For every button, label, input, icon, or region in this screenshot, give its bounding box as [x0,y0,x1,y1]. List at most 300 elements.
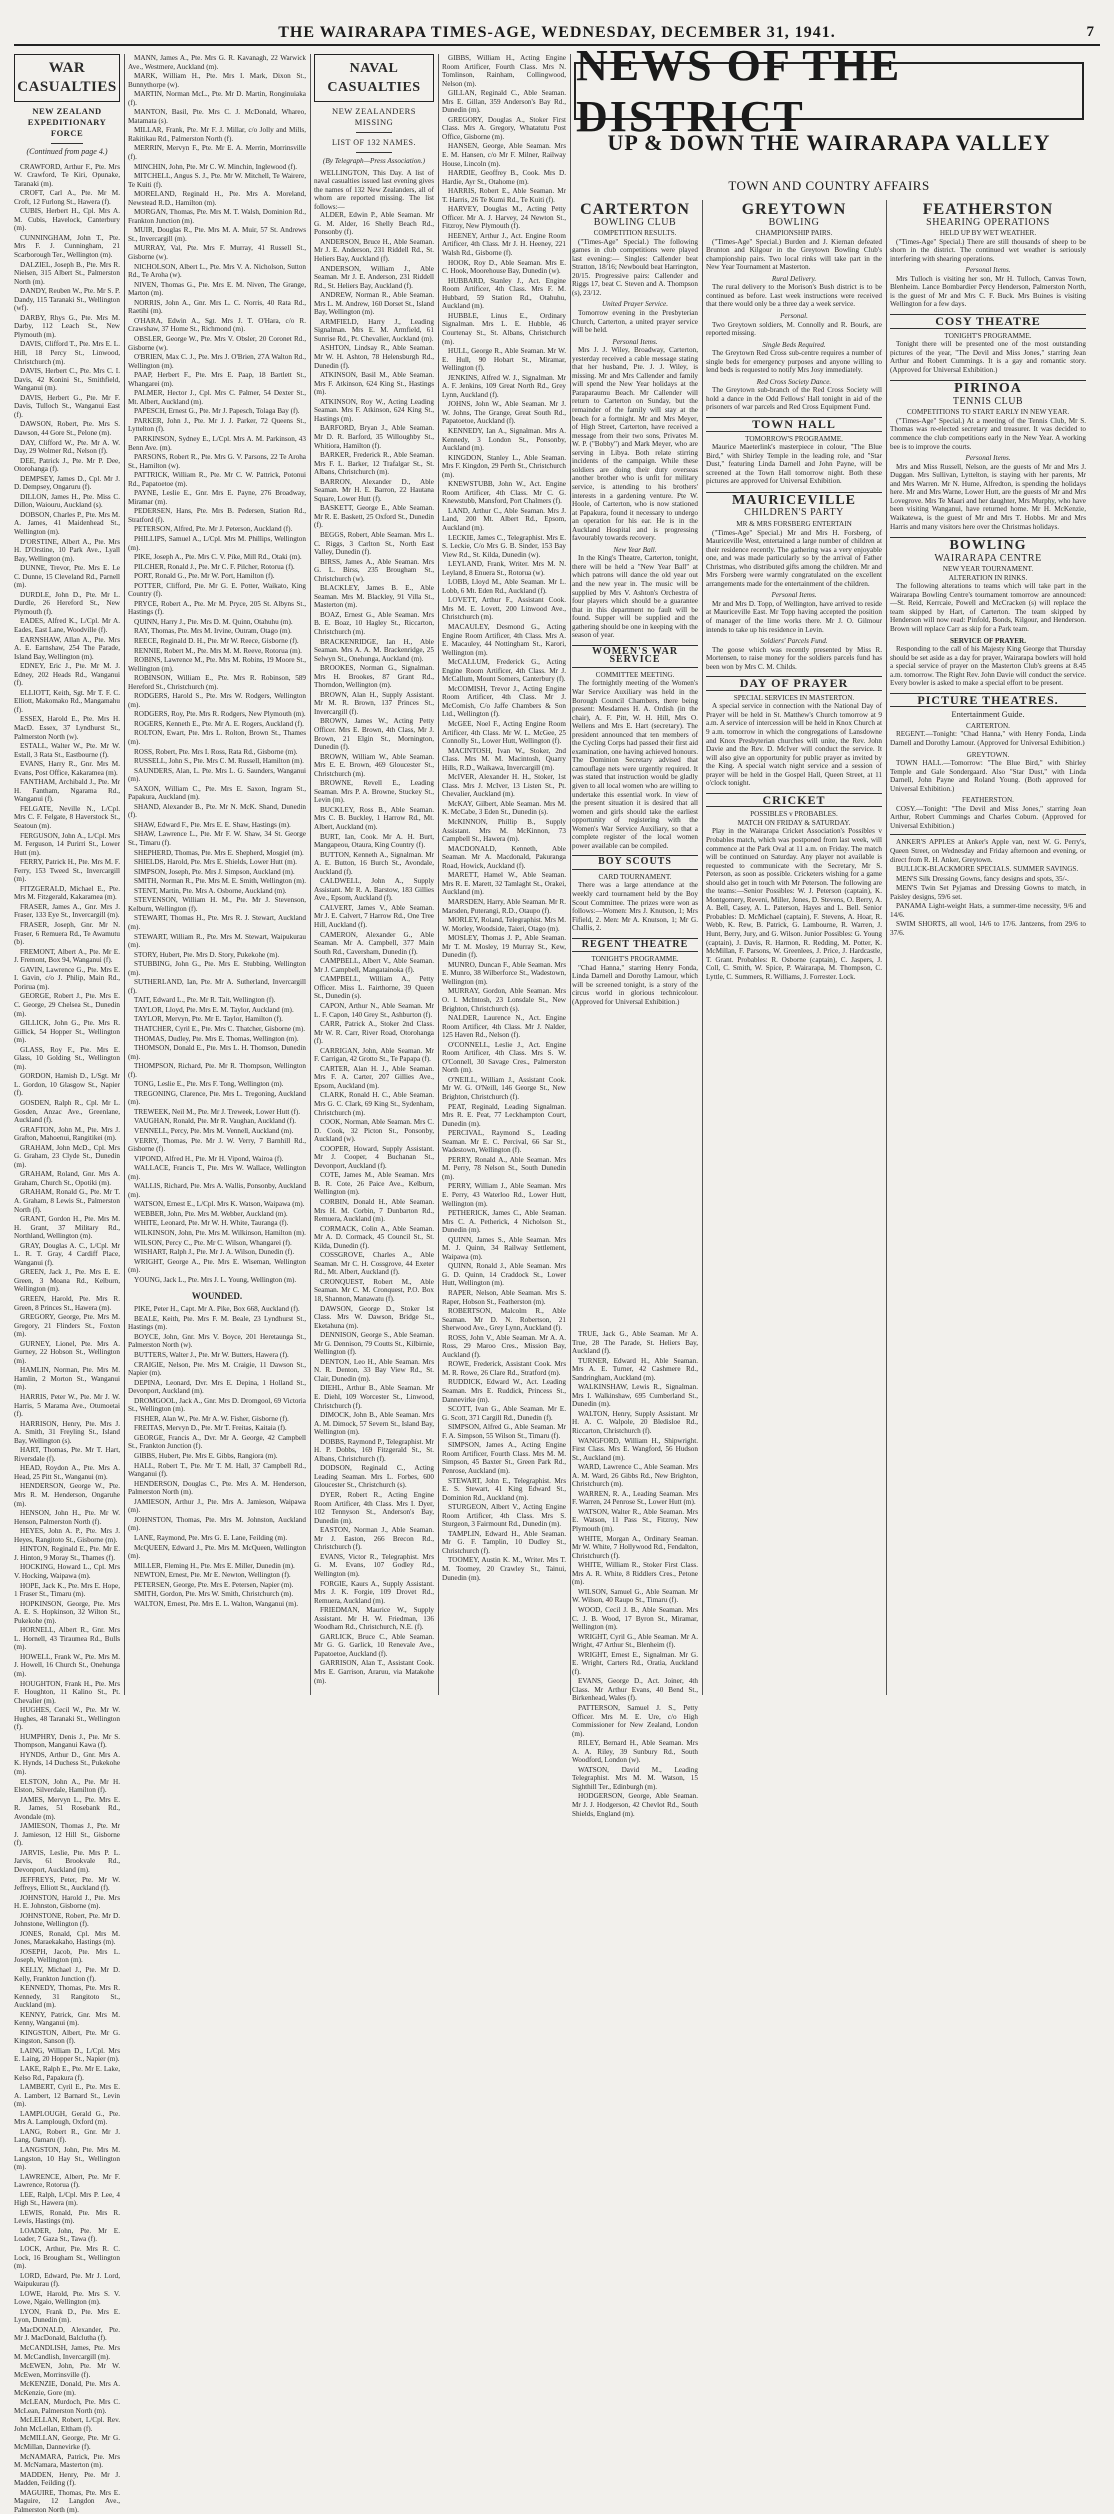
casualty-entry: LEWIS, Ronald, Pte. Mrs R. Lewis, Hastings (m). [14,2208,120,2226]
casualty-entry: McEWEN, John, Pte. Mr W. McEwen, Morrinsville (f). [14,2362,120,2379]
casualty-entry: THOMAS, Dudley, Pte. Mrs E. Thomas, Wellington (m). [134,1034,299,1043]
column-naval-tail [572,1330,698,1818]
casualty-entry: MINCHIN, John, Pte. Mr C. W. Minchin, Inglewood (f). [134,162,298,171]
divider [356,152,392,153]
list-title: LIST OF 132 NAMES. [332,138,416,147]
classified-ad: PANAMA Light-weight Hats, a summer-time necessity, 9/6 and 14/6. [890,902,1086,919]
naval-casualty-entry: BARRON, Alexander D., Able Seaman. Mr H. E. Barron, 22 Hautana Square, Lower Hutt (f). [314,477,434,503]
naval-casualty-entry: HODGERSON, George, Able Seaman. Mr J. J. Hodgerson, 42 Chevlot Rd., South Shields, England (m). [572,1792,698,1818]
casualty-entry: LAMBERT, Cyril E., Pte. Mrs E. A. Lambert, 12 Barnard St., Levin (m). [14,2083,120,2109]
casualty-entry: DUNNE, Trevor, Pte. Mrs E. Le C. Dunne, 15 Cleveland Rd., Parnell (m). [14,564,120,590]
naval-casualty-entry: CORBIN, Donald H., Able Seaman. Mrs H. M. Corbin, 7 Dunbarton Rd., Remuera, Auckland (m). [314,1197,434,1224]
casualty-entry: GRAHAM, John McD., Cpl. Mrs G. Graham, 23 Clyde St., Dunedin (m). [14,1143,120,1169]
naval-casualty-entry: ATKINSON, Basil M., Able Seaman. Mrs F. Atkinson, 624 King St., Hastings (m). [314,371,434,397]
article-text: Play in the Wairarapa Cricket Association's Possibles v Probables match, which was postponed from last week, will commence at the Park Oval at 11 a.m. on Friday. The match will be continued on Saturday. Any player not available is requested to communicate with the Secretary, Mr S. Peterson, as soon as possible. Cricketers wishing for a game should also get in touch with Mr Peterson. The following are the teams:—Senior Possibles: W. J. Peterson (captain), K. Montgomery, Reveni, Miller, Jones, D. Stevens, O. Berry, A. A. Bell, Casey, A. L. Paterson, Hayes and L. Bell. Senior Probables: D. McMichael (captain), F. Stevens, A. Hoar, R. Webb, K. Rew, B. Patrick, G. Lambourne, R. Warren, J. Hunt, Berry, Jury, and G. Wilson. Junior Possibles: G. Young (captain), J. Davis, R. Harmon, R. Redding, M. Potter, K. McMillan, F. Parsons, W. Greenlees, J. Price, J. Hardcastle, T. Grant. Probables: R. Osborne (captain), C. Jaspers, J. Coll, C. Smith, W. Spice, P. Wairarapa, M. Thompson, C. Lyttle, C. Summers, R. Williams, J. Forrester. Lock. [706,827,882,981]
casualty-entry: MAGUIRE, Thomas, Pte. Mrs E. Maguire, 12 Langdon Ave., Palmerston North (m). [14,2488,120,2514]
casualty-entry: VENNELL, Percy, Pte. Mrs M. Vennell, Auckland (m). [134,1126,294,1135]
casualty-entry: McMILLAN, George, Pte. Mr G. McMillan, Dannevirke (f). [14,2434,120,2451]
casualty-entry: MORGAN, Thomas, Pte. Mrs M. T. Walsh, Dominion Rd., Frankton Junction (m). [128,208,306,225]
tennis-club-heading: TENNIS CLUB [952,395,1024,407]
naval-casualty-entry: CARTER, Alan H. J., Able Seaman. Mrs F. A. Carter, 207 Gillies Ave., Epsom, Auckland (m). [314,1064,434,1090]
casualty-entry: MILLAR, Frank, Pte. Mr F. J. Millar, c/o Jolly and Mills, Rakitikau Rd., Palmerston North (f). [128,126,306,143]
wounded-entry: MILLER, Fleming H., Pte. Mrs E. Miller, Dunedin (m). [134,1561,295,1570]
naval-casualty-entry: HEENEY, Arthur J., Act. Engine Room Artificer, 4th Class. Mr J. H. Heeney, 221 Walsh Rd., Gisborne (f). [442,231,566,258]
article-text: There was a large attendance at the weekly card tournament held by the Boy Scout Committee. The prizes were won as follows:—Women: Mrs J. Knutson, 1; Mrs Fifield, 2. Men: Mr A. Knutson, 1; Mr G. Challis, 2. [572,881,698,933]
naval-casualty-entry: McCOMISH, Trevor J., Acting Engine Room Artificer, 4th Class. Mr J. McComish, C/o Jaffe Chambers & Son Ltd., Wellington (f). [442,684,566,719]
casualty-entry: MORELAND, Reginald H., Pte. Mrs A. Moreland, Newstead R.D., Hamilton (m). [128,190,306,207]
casualty-entry: FITZGERALD, Michael E., Pte. Mrs M. Fitzgerald, Kakaramea (m). [14,884,120,902]
casualty-entry: DAVIS, Clifford T., Pte. Mrs E. L. Hill, 18 Percy St., Linwood, Christchurch (m). [14,340,120,366]
casualty-entry: WILSON, Percy C., Pte. Mr C. Wilson, Whangarei (f). [134,1238,292,1247]
naval-casualty-entry: WRIGHT, Cyril G., Able Seaman. Mr A. Wright, 47 Arthur St., Blenheim (f). [572,1632,698,1650]
naval-casualty-entry: LECKIE, James C., Telegraphist. Mrs E. S. Leckie, C/o Mrs G. B. Sinder, 153 Bay View Rd., St. Kilda, Dunedin (w). [442,533,566,559]
listing-text: REGENT.—Tonight: "Chad Hanna," with Henry Fonda, Linda Darnell and Dorothy Lamour. (Approved for Universal Exhibition.) [890,730,1086,747]
casualty-entry: LANG, Robert R., Gnr. Mr J. Lang, Oamaru (f). [14,2127,120,2145]
casualty-entry: MANTON, Basil, Pte. Mrs C. J. McDonald, Whareo, Matamata (s). [128,108,306,125]
naval-casualty-entry: FRIEDMAN, Maurice W., Supply Assistant. Mr H. W. Friedman, 136 Woodham Rd., Christchurch, N.E. (f). [314,1606,434,1632]
column-rule [310,54,311,1695]
casualty-entry: KENNY, Patrick, Gnr. Mrs M. Kenny, Wanganui (m). [14,2010,120,2028]
casualty-entry: CROFT, Carl A., Pte. Mr M. Croft, 12 Furlong St., Hawera (f). [14,189,120,206]
naval-casualty-entry: ROSS, John V., Able Seaman. Mr A. A. Ross, 29 Maroo Cres., Mission Bay, Auckland (f). [442,1333,566,1359]
naval-casualty-entry: ATKINSON, Roy W., Acting Leading Seaman. Mrs F. Atkinson, 624 King St., Hastings (m). [314,397,434,423]
casualty-entry: McLELLAN, Robert, L/Cpl. Rev. John McLellan, Eltham (f). [14,2416,120,2433]
casualty-entry: ROGERS, Kenneth E., Pte. Mr A. E. Rogers, Auckland (f). [134,719,304,728]
article-text: The Greytown Red Cross sub-centre requires a number of single beds for emergency purposes and anyone willing to lend beds is requested to notify Mrs Josy immediately. [706,349,882,375]
byline: (By Telegraph—Press Association.) [322,157,426,165]
casualty-entry: RODGERS, Harold S., Pte. Mrs W. Rodgers, Wellington (m). [128,692,306,709]
casualty-entry: HARRIS, Peter W., Pte. Mr J. W. Harris, 5 Marama Ave., Otumoetai (f). [14,1393,120,1419]
continued-note: (Continued from page 4.) [26,147,108,156]
casualty-entry: TONG, Leslie E., Pte. Mrs F. Tong, Wellington (m). [134,1080,284,1089]
casualty-entry: FRASER, Joseph, Gnr. Mr N. Fraser, 6 Remuera Rd., Te Awamutu (b). [14,921,120,947]
casualty-entry: KELLY, Michael J., Pte. Mr D. Kelly, Frankton Junction (f). [14,1966,120,1983]
casualty-entry: GRAFTON, John M., Pte. Mrs J. Grafton, Mahoenui, Rangitikei (m). [14,1125,120,1143]
casualty-entry: DANDY, Reuben W., Pte. Mr S. P. Dandy, 115 Taranaki St., Wellington (wf). [14,287,120,313]
naval-casualty-entry: ANDERSON, William J., Able Seaman. Mr J. E. Anderson, 231 Riddell Rd., St. Heliers Bay, Auckland (f). [314,264,434,290]
naval-casualty-entry: COOK, Norman, Able Seaman. Mrs C. D. Cook, 32 Picton St., Ponsonby, Auckland (w). [314,1118,434,1144]
naval-casualty-entry: HOOK, Roy D., Able Seaman. Mrs E. C. Hook, Moorehouse Bay, Dunedin (w). [442,258,566,276]
casualty-entry: VIPOND, Alfred H., Pte. Mr H. Vipond, Wairoa (f). [134,1154,284,1163]
article-text: Mrs and Miss Russell, Nelson, are the guests of Mr and Mrs J. Duggan. Mrs Sullivan, Lyttelton, is staying with her parents, Mr and Mrs Warren. Mr N. Hume, Alfredton, is spending the holidays here. Mr and Mrs Warne, Lower Hutt, are the guests of Mr and Mrs Lovegrove. Mrs Te Maari and her daughter, Mrs Murphy, who have been visiting Wanganui, have returned home. Mr H. McKenzie, Waikatewa, is the guest of Mr and Mrs T. Hobbs. Mr and Mrs Harris and many visitors here over the Christmas holidays. [890,462,1086,531]
naval-casualty-entry: ROWE, Frederick, Assistant Cook. Mrs M. R. Rowe, 26 Clare Rd., Stratford (m). [442,1360,566,1377]
casualty-entry: SAXON, William C., Pte. Mrs E. Saxon, Ingram St., Papakura, Auckland (m). [128,784,306,802]
casualty-entry: SHIELDS, Harold, Pte. Mrs E. Shields, Lower Hutt (m). [134,858,297,867]
naval-casualty-entry: GIBBS, William H., Acting Engine Room Artificer, Fourth Class. Mrs N. Tomlinson, Rainham, Collingwood, Nelson (m). [442,54,566,88]
casualty-entry: McLEAN, Murdoch, Pte. Mrs C. McLean, Palmerston North (m). [14,2398,120,2415]
tournament-subheading: NEW YEAR TOURNAMENT. [942,565,1034,574]
article-text: In the King's Theatre, Carterton, tonight, there will be held a "New Year Ball" at which patrons will dance the old year out and the new year in. The music will be supplied by Mrs V. Ashton's Orchestra of four players which should be a guarantee that in this department no fault will be found. Supper will be supplied and the gathering should be one in keeping with the season of year. [572,554,698,640]
naval-casualty-entry: DAWSON, George D., Stoker 1st Class. Mrs W. Dawson, Bridge St., Eketahuna (m). [314,1304,434,1330]
casualty-entry: FERRY, Patrick H., Pte. Mrs M. F. Ferry, 153 Tweed St., Invercargill (m). [14,858,120,884]
naval-casualty-entry: COOPER, Howard, Supply Assistant. Mr J. Cooper, 4 Buchanan St., Devonport, Auckland (f). [314,1144,434,1170]
war-casualties-heading: WAR CASUALTIES [17,60,117,95]
casualty-entry: SIMPSON, Joseph, Pte. Mrs J. Simpson, Auckland (m). [134,867,295,876]
casualty-entry: FERGUSON, John A., L/Cpl. Mrs M. Ferguson, 14 Purirri St., Lower Hutt (m). [14,831,120,857]
casualty-entry: HORNELL, Albert R., Gnr. Mrs L. Hornell, 43 Tiraumea Rd., Bulls (m). [14,1626,120,1652]
wounded-entry: NEWTON, Ernest, Pte. Mr E. Newton, Wellington (f). [134,1571,291,1580]
naval-casualty-entry: CARRIGAN, John, Able Seaman. Mr F. Carrigan, 42 Grotto St., Te Papapa (f). [314,1046,434,1064]
naval-casualty-entry: McKINNON, Phillip B., Supply Assistant. Mrs M. McKinnon, 73 Campbell St., Hawera (m). [442,818,566,844]
article-text: The Greytown sub-branch of the Red Cross Society will hold a dance in the Odd Fellows' Hall tonight in aid of the prisoners of war parcels and Red Cross Equipment Fund. [706,386,882,412]
naval-casualty-entry: BEGGS, Robert, Able Seaman. Mrs L. C. Riggs, 3 Carlton St., North East Valley, Dunedin (f). [314,530,434,557]
rural-delivery-heading: Rural Delivery. [771,274,817,283]
casualty-entry: PAPESCH, Ernest G., Pte. Mr J. Papesch, Tolaga Bay (f). [134,407,300,416]
casualty-entry: HART, Thomas, Pte. Mr T. Hart, Riversdale (f). [14,1446,120,1463]
column-casualties-continued [128,54,306,1695]
naval-casualty-entry: BROWN, James W., Acting Petty Officer. Mrs E. Brown, 4th Class, Mr J. Brown, 21 Elgin St., Mornington, Dunedin (f). [314,717,434,752]
article-text: A special service in connection with the National Day of Prayer will be held in St. Matthew's Church tomorrow at 9 a.m. A service of intercession will be held in Knox Church at 9 a.m. tomorrow in which the congregations of Lansdowne and Knox Presbyterian churches will unite, the Rev. John Davie and the Rev. D. McIver will conduct the service. It will also give an opportunity for public prayer as invited by the King. A special watch night service and a session of prayer will be held in the Gospel Hall, Queen Street, at 11 o'clock tonight. [706,702,882,788]
casualty-entry: EVANS, Harry R., Gnr. Mrs M. Evans, Post Office, Kakaramea (m). [14,760,120,777]
naval-casualty-entry: QUINN, James S., Able Seaman. Mrs M. J. Quinn, 34 Railway Settlement, Waipawa (m). [442,1235,566,1261]
competition-results-subheading: COMPETITION RESULTS. [593,229,677,238]
town-country-tagline: TOWN AND COUNTRY AFFAIRS [728,178,930,193]
naval-casualty-entry: MARSDEN, Harry, Able Seaman. Mr R. Marsden, Puterangi, R.D., Otaupo (f). [442,897,566,915]
casualty-entry: PATTRICK, William R., Pte. Mr C. W. Pattrick, Potonui Rd., Papatoetoe (m). [128,471,306,488]
cosy-theatre-heading: COSY THEATRE [890,314,1086,329]
casualty-entry: PARKER, John J., Pte. Mr J. J. Parker, 72 Queens St., Lyttelton (f). [128,416,306,434]
casualty-entry: WILKINSON, John, Pte. Mrs M. Wilkinson, Hamilton (m). [134,1229,306,1237]
casualty-entry: VERRY, Thomas, Pte. Mr J. W. Verry, 7 Barnhill Rd., Gisborne (f). [128,1136,306,1154]
casualty-entry: THATCHER, Cyril E., Pte. Mrs C. Thatcher, Gisborne (m). [134,1024,306,1033]
casualty-entry: TAYLOR, Mervyn, Pte. Mr E. Taylor, Hamilton (f). [134,1015,283,1024]
wounded-entry: GEORGE, Francis A., Dvr. Mr A. George, 42 Campbell St., Frankton Junction (f). [128,1433,306,1451]
naval-casualty-entry: ASHTON, Lindsay R., Able Seaman. Mr W. H. Ashton, 78 Helensburgh Rd., Dunedin (f). [314,344,434,370]
naval-casualty-entry: DOBBS, Raymond P., Telegraphist. Mr H. P. Dobbs, 169 Fitzgerald St., St. Albans, Christchurch (f). [314,1437,434,1463]
casualty-entry: NIVEN, Thomas G., Pte. Mrs E. M. Niven, The Grange, Marton (m). [128,280,306,298]
casualty-entry: EARNSHAW, Allan A., Pte. Mrs A. E. Earnshaw, 254 The Parade, Island Bay, Wellington (m). [14,635,120,661]
naval-casualty-entry: DENTON, Leo H., Able Seaman. Mrs N. R. Denton, 33 Bay View Rd., St. Clair, Dunedin (m). [314,1357,434,1383]
classified-ads [890,834,1086,937]
casualty-entry: WALLACE, Francis T., Pte. Mrs W. Wallace, Wellington (m). [128,1164,306,1181]
casualty-entry: GILLICK, John G., Pte. Mrs R. Gillick, 54 Hopper St., Wellington (m). [14,1019,120,1045]
casualty-entry: PIKE, Joseph A., Pte. Mrs C. V. Pike, Mill Rd., Otaki (m). [134,553,302,562]
casualty-entry: MITCHELL, Angus S. J., Pte. Mr W. Mitchell, Te Wairere, Te Kuiti (f). [128,172,306,189]
casualty-entry: LANGSTON, John, Pte. Mrs M. Langston, 10 Hay St., Wellington (m). [14,2145,120,2172]
naval-casualty-entry: O'NEILL, William J., Assistant Cook. Mr W. G. O'Neill, 146 George St., New Brighton, Christchurch (f). [442,1075,566,1101]
naval-casualty-entry: FORGIE, Kaurs A., Supply Assistant. Mrs J. K. Forgie, 109 Drovet Rd., Remuera, Auckland (m). [314,1579,434,1605]
single-beds-heading: Single Beds Required. [762,340,826,349]
up-down-valley-heading: UP & DOWN THE WAIRARAPA VALLEY [607,130,1051,155]
banner-title: NEWS OF THE DISTRICT [576,41,902,141]
naval-casualty-entry: MACDONALD, Kenneth, Able Seaman. Mr A. Macdonald, Pakuranga Road, Howick, Auckland (f). [442,844,566,870]
naval-casualty-entry: McGEE, Noel F., Acting Engine Room Artificer, 4th Class. Mr W. L. McGee, 25 Connolly St., Lower Hutt, Wellington (f). [442,720,566,746]
childrens-party-heading: CHILDREN'S PARTY [744,507,844,519]
casualty-entry: GRAY, Douglas A. C., L/Cpl. Mr L. R. T. Gray, 4 Cardiff Place, Wanganui (f). [14,1241,120,1267]
match-dates-subheading: MATCH ON FRIDAY & SATURDAY. [737,818,851,827]
wounded-entry: PETERSEN, George, Pte. Mrs E. Petersen, Napier (m). [134,1580,294,1589]
wounded-entry: FISHER, Alan W., Pte. Mr A. W. Fisher, Gisborne (f). [134,1414,289,1423]
naval-casualty-entry: BASKETT, George E., Able Seaman. Mr R. E. Baskett, 25 Oxford St., Dunedin (f). [314,504,434,530]
naval-casualty-entry: PERCIVAL, Raymond S., Leading Seaman. Mr E. C. Percival, 66 Sar St., Wadestown, Wellington (f). [442,1129,566,1155]
casualty-entry: JONES, Ronald, Cpl. Mrs M. Jones, Maraekakaho, Hastings (m). [14,1929,120,1947]
naval-casualty-entry: HULL, George R., Able Seaman. Mr W. E. Hull, 90 Hobart St., Miramar, Wellington (f). [442,347,566,373]
casualty-entry: JOHNSTONE, Robert, Pte. Mr D. Johnstone, Wellington (f). [14,1911,120,1929]
naval-casualty-entry: MUNRO, Duncan F., Able Seaman. Mrs E. Munro, 38 Wilberforce St., Wadestown, Wellington (m). [442,960,566,986]
casualty-entry: GURNEY, Lionel, Pte. Mrs A. Gurney, 22 Hobson St., Wellington (m). [14,1339,120,1365]
casualty-entry: MARTIN, Norman McL., Pte. Mr D. Martin, Ronginuiaka (f). [128,90,306,107]
naval-casualty-entry: ALDER, Edwin P., Able Seaman. Mr G. M. Alder, 16 Shelly Beach Rd., Ponsonby (f). [314,211,434,237]
divider [356,132,392,133]
naval-casualty-entry: HUBBARD, Stanley J., Act. Engine Room Artificer, 4th Class. Mrs F. M. Hubbard, 59 Station Rd., Otahuhu, Auckland (m). [442,276,566,311]
naval-casualty-entry: PATTERSON, Samuel J. S., Petty Officer. Mrs M. E. Ure, c/o High Commissioner for New Zealand, London (m). [572,1703,698,1738]
wounded-entry: JAMIESON, Arthur J., Pte. Mrs A. Jamieson, Waipawa (m). [128,1497,306,1515]
naval-casualty-entry: BARKER, Frederick R., Able Seaman. Mrs F. L. Barker, 12 Trafalgar St., St. Albans, Christchurch (m). [314,451,434,477]
casualty-entry: JAMIESON, Thomas J., Pte. Mr J. Jamieson, 12 Hill St., Gisborne (f). [14,1822,120,1848]
wounded-entry: FREITAS, Mervyn D., Pte. Mr T. Freitas, Kaitaia (f). [134,1424,287,1433]
naval-casualty-entry: DIEHL, Arthur B., Able Seaman. Mr E. Diehl, 109 Worcester St., Linwood, Christchurch (f). [314,1384,434,1410]
casualty-entry: RENNIE, Robert M., Pte. Mrs M. M. Reeve, Rotorua (m). [134,646,302,655]
casualty-entry: GOSDEN, Ralph R., Cpl. Mr L. Gosden, Anzac Ave., Greenlane, Auckland (f). [14,1098,120,1125]
classified-ad: SWIM SHORTS, all wool, 14/6 to 17/6. Jantzens, from 29/6 to 37/6. [890,920,1086,937]
casualty-entry: JARVIS, Leslie, Pte. Mrs P. L. Jarvis, 61 Brookvale Rd., Devonport, Auckland (m). [14,1848,120,1874]
casualty-entry: LOADER, John, Pte. Mr E. Loader, 7 Gaza St., Tawa (f). [14,2226,120,2244]
casualty-entry: HOPE, Jack K., Pte. Mrs E. Hope, 1 Fraser St., Timaru (m). [14,1581,120,1599]
news-of-the-district-banner [574,41,1084,141]
casualty-entry: EADES, Alfred K., L/Cpl. Mr A. Eades, East Lane, Woodville (f). [14,617,120,634]
casualty-entry: STEWART, Thomas H., Pte. Mrs R. J. Stewart, Auckland (m). [128,914,306,931]
naval-casualty-entry: HUBBLE, Linus E., Ordinary Signalman. Mrs L. E. Hubble, 46 Courtenay St., St. Albans, Christchurch (m). [442,311,566,346]
committee-meeting-subheading: COMMITTEE MEETING. [595,670,675,679]
casualty-entry: WEBBER, John, Pte. Mrs M. Webber, Auckland (m). [134,1209,288,1218]
casualty-entry: RODGERS, Roy, Pte. Mrs R. Rodgers, New Plymouth (m). [134,710,306,719]
cricket-heading: CRICKET [706,793,882,808]
naval-casualty-entry: LOBB, Lloyd M., Able Seaman. Mr L. Lobb, 6 Mt. Eden Rd., Auckland (f). [442,578,566,595]
casualty-entry: ROSS, Robert, Pte. Mrs I. Ross, Rata Rd., Gisborne (m). [134,747,298,756]
intro-paragraph: WELLINGTON, This Day. A list of naval casualties issued last evening gives the names of 132 New Zealanders, all of whom are reported missing. The list follows:— [314,168,434,211]
greytown-label: GREYTOWN. [966,750,1010,759]
casualty-entry: THOMSON, Donald E., Pte. Mrs L. H. Thomson, Dunedin (m). [128,1044,306,1061]
casualty-entry: SHAW, Edward F., Pte. Mrs E. E. Shaw, Hastings (m). [134,820,291,829]
casualty-entry: HEYES, John A. P., Pte. Mrs J. Heyes, Rangitoto St., Gisborne (m). [14,1527,120,1544]
casualty-entry: DEMPSEY, James D., Cpl. Mr J. D. Dempsey, Ongaruru (f). [14,474,120,492]
casualty-entry: ELSTON, John A., Pte. Mr H. Elston, Silverdale, Hamilton (f). [14,1777,120,1795]
naval-casualty-entry: CAMPBELL, William A., Petty Officer. Miss L. Fairthorne, 39 Queen St., Dunedin (s). [314,975,434,1001]
parcels-fund-heading: Soldiers' Parcels Fund. [760,637,828,646]
naval-casualty-entry: GREGORY, Douglas A., Stoker First Class. Mrs A. Gregory, Whatatutu Post Office, Gisborne (m). [442,115,566,141]
article-text: "Chad Hanna," starring Henry Fonda, Linda Darnell and Dorothy Lamour, which will be screened tonight, is a story of the circus world in glorious technicolour. (Approved for Universal Exhibition.) [572,963,698,1007]
naval-casualties-heading-box [314,54,434,102]
article-text: ("Times-Age" Special.) At a meeting of the Tennis Club, Mr S. Thomas was re-elected secretary and treasurer. It was decided to commence the club competitions early in the New Year. A working bee is to improve the courts. [890,416,1086,451]
column-rule [702,200,703,1695]
casualty-entry: DARBY, Rhys G., Pte. Mrs M. Darby, 112 Leach St., New Plymouth (m). [14,313,120,339]
mauriceville-heading: MAURICEVILLE [706,492,882,506]
casualty-entry: GORDON, Hamish D., L/Sgt. Mr L. Gordon, 10 Glasgow St., Napier (f). [14,1072,120,1098]
casualty-entry: O'BRIEN, Max C. J., Pte. Mrs J. O'Brien, 27A Walton Rd., Wellington (m). [128,353,306,370]
classified-ad: BULLICK-BLACKMORE SPECIALS. SUMMER SAVINGS. [896,865,1079,874]
column-rule [886,200,887,1695]
wounded-entry: DROMGOOL, Jack A., Gnr. Mrs D. Dromgool, 69 Victoria St., Wellington (m). [128,1396,306,1414]
naval-casualty-entry: DYER, Robert R., Acting Engine Room Artificer, 4th Class. Mrs I. Dyer, 102 Tennyson St., Anderson's Bay, Dunedin (m). [314,1491,434,1525]
casualty-entry: MANN, James A., Pte. Mrs G. R. Kavanagh, 22 Warwick Ave., Westmere, Auckland (m). [128,54,306,71]
casualty-entry: HUGHES, Cecil W., Pte. Mr W. Hughes, 48 Taranaki St., Wellington (f). [14,1706,120,1732]
naval-casualty-entry: STURGEON, Albert V., Acting Engine Room Artificer, 4th Class. Mrs S. Sturgeon, 3 Fairmount Rd., Dunedin (m). [442,1503,566,1529]
casualty-entry: SHEPHERD, Thomas, Pte. Mrs E. Shepherd, Mosgiel (m). [134,848,304,857]
naval-casualty-entry: BLACKLEY, James B. E., Able Seaman. Mrs M. Blackley, 91 Villa St., Masterton (m). [314,584,434,610]
card-tournament-subheading: CARD TOURNAMENT. [598,872,672,881]
article-text: Mrs Tulloch is visiting her son, Mr H. Tulloch, Canvas Town, Blenheim. Lance Bombardier Percy Henderson, Palmerston North, is the guest of Mr and Mrs C. F. Buck. Mrs Buines is visiting Wellington for a few days. [890,274,1086,309]
carterton-label: CARTERTON. [966,721,1010,730]
naval-casualty-entry: WANGFORD, William H., Shipwright. First Class. Mrs E. Wangford, 56 Hudson St., Auckland (m). [572,1436,698,1462]
personal-heading: Personal. [780,312,808,321]
naval-casualty-entry: McCALLUM, Frederick G., Acting Engine Room Artificer, 4th Class. Mr J. McCallum, Mount Somers, Canterbury (f). [442,658,566,684]
naval-casualty-entry: WHITE, Morgan A., Ordinary Seaman. Mr W. White, 7 Hollywood Rd., Fendalton, Christchurch (f). [572,1534,698,1560]
casualty-entry: PALMER, Hector J., Cpl. Mrs C. Palmer, 54 Dexter St., Mt. Albert, Auckland (m). [128,389,306,406]
casualty-entry: LAMPLOUGH, Gerald G., Pte. Mrs A. Lamplough, Oxford (m). [14,2109,120,2127]
regent-theatre-heading: REGENT THEATRE [572,938,698,953]
casualty-entry: PRYCE, Robert A., Pte. Mr M. Pryce, 205 St. Albyns St., Hastings (f). [128,599,306,617]
naval-casualty-entry: BRACKENRIDGE, Ian H., Able Seaman. Mrs A. A. M. Brackenridge, 25 Selwyn St., Onehunga, Auckland (m). [314,637,434,663]
casualty-entry: ROLTON, Ewart, Pte. Mrs L. Rolton, Brown St., Thames (m). [128,729,306,747]
casualty-list [14,163,120,2514]
page-number: 7 [1086,24,1094,40]
casualty-entry: CRAWFORD, Arthur F., Pte. Mrs W. Crawford, Te Kiri, Opunake, Taranaki (m). [14,162,120,188]
entertainment-guide-subheading: Entertainment Guide. [951,709,1025,720]
naval-casualty-entry: WARD, Lawrence C., Able Seaman. Mrs A. M. Ward, 26 Gibbs Rd., New Brighton, Christchurch (m). [572,1463,698,1489]
naval-casualty-entry: EVANS, George D., Act. Joiner, 4th Class. Mr Arthur Evans, 40 Bend St., Birkenhead, Wales (f). [572,1677,698,1703]
wounded-entry: HALL, Robert T., Pte. Mr T. M. Hall, 37 Campbell Rd., Wanganui (f). [128,1461,306,1479]
carterton-heading: CARTERTON [580,201,690,218]
casualty-entry: HOCKING, Howard L., Cpl. Mrs V. Hocking, Waipawa (m). [14,1563,120,1580]
naval-casualty-entry: NALDER, Laurence N., Act. Engine Room Artificer, 4th Class. Mr J. Nalder, 125 Haven Rd., Nelson (f). [442,1014,566,1040]
wounded-entry: BOYCE, John, Gnr. Mrs V. Boyce, 201 Heretaunga St., Palmerston North (w). [128,1332,306,1350]
casualty-entry: DAVIS, Herbert G., Pte. Mr F. Davis, Tulloch St., Wanganui East (f). [14,393,120,419]
naval-casualty-entry: JENKINS, Alfred W. J., Signalman. Mr A. F. Jenkins, 109 Great North Rd., Grey Lynn, Auckland (f). [442,373,566,399]
wounded-entry: GIBBS, Hubert, Pte. Mrs E. Gibbs, Rangiora (m). [134,1452,278,1461]
casualty-entry: DAY, Clifford W., Pte. Mr A. W. Day, 29 Wolmer Rd., Nelson (f). [14,438,120,456]
casualty-entry: SMITH, Norman R., Pte. Mrs M. E. Smith, Wellington (m). [134,877,306,886]
casualty-entry: GREEN, Jack J., Pte. Mrs E. E. Green, 3 Moana Rd., Kelburn, Wellington (m). [14,1268,120,1294]
casualty-entry: POTTER, Clifford, Pte. Mr G. E. Potter, Waikato, King Country (f). [128,581,306,599]
championship-pairs-subheading: CHAMPIONSHIP PAIRS. [755,229,833,238]
article-text: Mrs J. J. Wiley, Broadway, Carterton, yesterday received a cable message stating that her husband, Pte. J. J. Wiley, is missing. Mr and Mrs Callender and family will spend the New Year holidays at the Paraparaumu Beach. Mr Callender will return to Carterton on Sunday, but the remainder of the family will stay at the beach for a fortnight. Mr and Mrs Meyer, of High Street, Carterton, have received a message from their two sons, Privates M. W. P. ("Bobby") and Mark Meyer, who are serving in Libya. Both relate stirring incidents of the campaign. While these soldiers are doing their duty overseas another brother who is unfit for military service, is attending to his brothers' interests in a gardening venture. Pte W. Hoole, of Carterton, who is now stationed at Papakura, found it necessary to undergo an operation for his ear. He is in the Auckland Hospital and is progressing favourably towards recovery. [572,346,698,543]
naval-casualty-entry: MORLEY, Roland, Telegraphist. Mrs M. W. Morley, Woodside, Taieri, Otago (m). [442,916,566,933]
casualty-entry: SHAND, Alexander B., Pte. Mr N. McK. Shand, Dunedin (f). [128,802,306,820]
casualty-entry: SAUNDERS, Alan, L. Pte. Mrs L. G. Saunders, Wanganui (m). [128,766,306,784]
casualty-entry: EDNEY, Eric J., Pte. Mr M. J. Edney, 202 Heads Rd., Wanganui (f). [14,662,120,688]
naval-casualty-entry: BUCKLEY, Ross B., Able Seaman. Mrs C. B. Buckley, 1 Harrow Rd., Mt. Albert, Auckland (m). [314,805,434,832]
naval-casualty-entry: MURRAY, Gordon, Able Seaman. Mrs O. I. McIntosh, 23 Lonsdale St., New Brighton, Christchurch (s). [442,987,566,1013]
casualty-entry: WHITE, Leonard, Pte. Mr W. H. White, Tauranga (f). [134,1219,289,1228]
casualty-entry: MacDONALD, Alexander, Pte. Mr J. MacDonald, Balclutha (f). [14,2325,120,2343]
naval-casualty-entry: MARETT, Hamel W., Able Seaman. Mrs R. E. Marett, 32 Tamlaght St., Orakei, Auckland (m). [442,871,566,897]
naval-casualty-entry: BIRSS, James A., Able Seaman. Mrs G. L. Birss, 235 Brougham St., Christchurch (w). [314,557,434,583]
article-text: ("Times-Age" Special.) Burden and J. Kiernan defeated Brunton and Kilgour in the Greytown Bowling Club's championship pairs. Two local rinks will take part in the New Year Tournament at Masterton. [706,237,882,272]
naval-casualty-entry: CLARK, Ronald H. C., Able Seaman. Mrs G. C. Clark, 69 King St., Sydenham, Christchurch (m). [314,1091,434,1117]
picture-theatres-heading: PICTURE THEATRES. [890,693,1086,708]
casualty-entry: JOSEPH, Jacob, Pte. Mrs L. Joseph, Wellington (m). [14,1947,120,1965]
wounded-entry: HENDERSON, Douglas C., Pte. Mrs A. M. Henderson, Palmerston North (m). [128,1479,306,1497]
casualty-entry: WALLIS, Richard, Pte. Mrs A. Wallis, Ponsonby, Auckland (m). [128,1182,306,1199]
naval-casualty-list [314,211,434,1685]
nzef-subheading: NEW ZEALAND EXPEDITIONARY FORCE [27,106,107,138]
casualty-entry: HAMLIN, Norman, Pte. Mrs M. Hamlin, 2 Morton St., Wanganui (m). [14,1366,120,1392]
column-naval-continued [442,54,566,1695]
wounded-entry: SMITH, Gordon, Pte. Mrs W. Smith, Christchurch (m). [134,1590,294,1599]
column-carterton [572,200,698,1320]
personal-items-heading: Personal Items. [965,454,1011,463]
casualty-entry: GAVIN, Lawrence G., Pte. Mrs E. I. Gavin, c/o J. Philip, Main Rd., Porirua (m). [14,965,120,991]
programme-subheading: TONIGHT'S PROGRAMME. [944,331,1032,340]
listing-text: COSY.—Tonight: "The Devil and Miss Jones," starring Jean Arthur, Robert Cummings and Charles Coburn. (Approved for Universal Exhibition.) [890,804,1086,830]
classified-ad: ANKER'S APPLES at Anker's Apple van, next W. G. Perry's, Queen Street, on Wednesday and Friday afternoon and evening, or direct from R. H. Anker, Greytown. [890,838,1086,864]
naval-casualty-entry: WATSON, David M., Leading Telegraphist. Mrs M. M. Watson, 15 Sighthill Ter., Edinburgh (m). [572,1765,698,1791]
naval-casualty-entry: GARRISON, Alan T., Assistant Cook. Mrs E. Garrison, Araruu, via Matakohe (m). [314,1659,434,1685]
naval-casualty-entry: BROOKES, Norman G., Signalman. Mrs H. Brookes, 87 Grant Rd., Thorndon, Wellington (m). [314,664,434,690]
wounded-heading: WOUNDED. [191,1291,243,1302]
casualty-entry: YOUNG, Jack L., Pte. Mrs J. L. Young, Wellington (m). [134,1275,297,1284]
casualty-entry: WISHART, Ralph J., Pte. Mr J. A. Wilson, Dunedin (f). [134,1248,295,1257]
casualty-entry: KINGSTON, Albert, Pte. Mr G. Kingston, Sanson (f). [14,2028,120,2046]
wounded-entry: BEALE, Keith, Pte. Mrs F. M. Beale, 23 Lyndhurst St., Hastings (m). [128,1314,306,1332]
naval-casualty-entry: WILSON, Samuel G., Able Seaman. Mr W. Wilson, 40 Raupo St., Timaru (f). [572,1587,698,1605]
casualty-entry: LYON, Frank D., Pte. Mrs E. Lyon, Dunedin (m). [14,2307,120,2325]
day-of-prayer-heading: DAY OF PRAYER [706,676,882,691]
naval-casualty-entry: DIMOCK, John B., Able Seaman. Mrs A. M. Dimock, 57 Severn St., Island Bay, Wellington (m). [314,1411,434,1437]
casualty-entry: LOWE, Harold, Pte. Mrs S. V. Lowe, Ngaio, Wellington (m). [14,2289,120,2307]
casualty-list [128,54,306,1284]
naval-casualty-entry: CALVERT, James V., Able Seaman. Mr J. E. Calvert, 7 Harrow Rd., One Tree Hill, Auckland (f). [314,903,434,930]
casualty-entry: McNAMARA, Patrick, Pte. Mrs M. McNamara, Masterton (m). [14,2452,120,2470]
casualty-entry: MUIR, Douglas R., Pte. Mrs M. A. Muir, 57 St. Andrews St., Invercargill (m). [128,226,306,243]
naval-casualty-entry: SCOTT, Ivan G., Able Seaman. Mr E. G. Scott, 371 Cargill Rd., Dunedin (f). [442,1405,566,1422]
column-greytown [706,200,882,1695]
article-text: The goose which was recently presented by Miss R. Mortensen, to raise money for the soldiers parcels fund has been won by Mrs C. M. Childs. [706,645,882,671]
casualty-entry: GRAHAM, Ronald G., Pte. Mr T. A. Graham, 8 Lewis St., Palmerston North (f). [14,1188,120,1214]
naval-casualty-entry: BROWNE, Revell E., Leading Seaman. Mrs P. A. Browne, Stuckey St., Levin (m). [314,779,434,805]
naval-casualty-entry: PERRY, Ronald A., Able Seaman. Mrs M. Perry, 78 Nelson St., South Dunedin (m). [442,1155,566,1181]
casualty-entry: MERRIN, Mervyn F., Pte. Mr E. A. Merrin, Morrinsville (f). [128,144,306,162]
classified-ad: MEN'S Twin Set Pyjamas and Dressing Gowns to match, in Paisley designs, 59/6 set. [890,884,1086,901]
wounded-entry: BUTTERS, Walter J., Pte. Mr W. Butters, Hawera (f). [134,1351,289,1360]
casualty-entry: WATSON, Ernest E., L/Cpl. Mrs K. Watson, Waipawa (m). [134,1200,305,1209]
prayer-service-heading: United Prayer Service. [601,300,669,309]
naval-casualty-entry: WOOD, Cecil J. B., Able Seaman. Mrs C. J. B. Wood, 17 Byron St., Miramar, Wellington (m). [572,1605,698,1632]
casualty-entry: CUNNINGHAM, John T., Pte. Mrs F. J. Cunningham, 21 Scarborough Ter., Wellington (m). [14,233,120,260]
naval-casualty-entry: ANDERSON, Bruce H., Able Seaman. Mr J. E. Anderson, 231 Riddell Rd., St. Heliers Bay, Auckland (f). [314,237,434,264]
personal-items-heading: Personal Items. [965,266,1011,275]
wounded-entry: DEPINA, Leonard, Dvr. Mrs E. Depina, 1 Holland St., Devonport, Auckland (m). [128,1378,306,1396]
masthead-title: THE WAIRARAPA TIMES-AGE, WEDNESDAY, DECEMBER 31, 1941. [278,24,836,41]
casualty-entry: LAING, William D., L/Cpl. Mrs E. Laing, 20 Hopper St., Napier (m). [14,2046,120,2064]
forsberg-subheading: MR & MRS FORSBERG ENTERTAIN [736,519,852,528]
shearing-heading: SHEARING OPERATIONS [926,216,1050,228]
naval-casualty-entry: WARREN, R. A., Leading Seaman. Mrs F. Warren, 24 Penrose St., Lower Hutt (m). [572,1489,698,1507]
casualty-entry: TREWEEK, Neil M., Pte. Mr J. Treweek, Lower Hutt (f). [134,1107,301,1116]
casualty-entry: STORY, Hubert, Pte. Mrs D. Story, Pukekohe (m). [134,950,280,959]
casualty-entry: HOPKINSON, George, Pte. Mrs A. E. S. Hopkinson, 32 Wilton St., Pukekohe (m). [14,1599,120,1625]
wounded-entry: JOHNSTON, Thomas, Pte. Mrs M. Johnston, Auckland (m). [128,1515,306,1533]
casualty-entry: HEAD, Roydon A., Pte. Mrs A. Head, 25 Pitt St., Wanganui (m). [14,1464,120,1481]
naval-casualty-entry: CAMERON, Alexander G., Able Seaman. Mr A. Campbell, 377 Main South Rd., Caversham, Dunedin (f). [314,930,434,956]
naval-casualty-list-tail [572,1330,698,1818]
casualty-entry: GREEN, Harold, Pte. Mrs R. Green, 8 Princes St., Hawera (m). [14,1295,120,1312]
naval-casualty-entry: BURT, Ian, Cook. Mr A. H. Burt, Mangapeou, Otaura, King Country (f). [314,832,434,850]
column-featherston [890,200,1086,1695]
casualty-entry: HENSON, John H., Pte. Mr W. Henson, Palmerston North (f). [14,1509,120,1526]
naval-casualty-entry: BARFORD, Bryan J., Able Seaman. Mr D. R. Barford, 35 Willoughby St., Whitiora, Hamilton (f). [314,424,434,450]
casualty-entry: JEFFREYS, Peter, Pte. Mr W. Jeffreys, Elliott St., Auckland (f). [14,1875,120,1893]
naval-casualty-entry: CARR, Patrick A., Stoker 2nd Class. Mr W. R. Carr, River Road, Otorohanga (f). [314,1020,434,1046]
naval-casualty-entry: HARDIE, Geoffrey B., Cook. Mrs D. Hardie, Ayr St., Otahome (m). [442,169,566,186]
casualty-entry: TAIT, Edward L., Pte. Mr R. Tait, Wellington (f). [134,996,276,1005]
casualty-entry: STUBBING, John G., Pte. Mrs E. Stubbing, Wellington (m). [128,960,306,977]
casualty-entry: QUINN, Harry J., Pte. Mrs D. M. Quinn, Otahuhu (m). [134,617,293,626]
listing-text: TOWN HALL.—Tomorrow: "The Blue Bird," with Shirley Temple and Gale Sondergaard. Also "Star Dust," with Linda Darnell, John Payne and Roland Young. (Both approved for Universal Exhibition.) [890,759,1086,793]
casualty-entry: LAWRENCE, Albert, Pte. Mr F. Lawrence, Rotorua (f). [14,2172,120,2190]
naval-casualty-entry: SIMPSON, Alfred G., Able Seaman. Mr F. A. Simpson, 55 Wilson St., Timaru (f). [442,1423,566,1440]
casualty-entry: SUTHERLAND, Ian, Pte. Mr A. Sutherland, Invercargill (f). [128,978,306,995]
